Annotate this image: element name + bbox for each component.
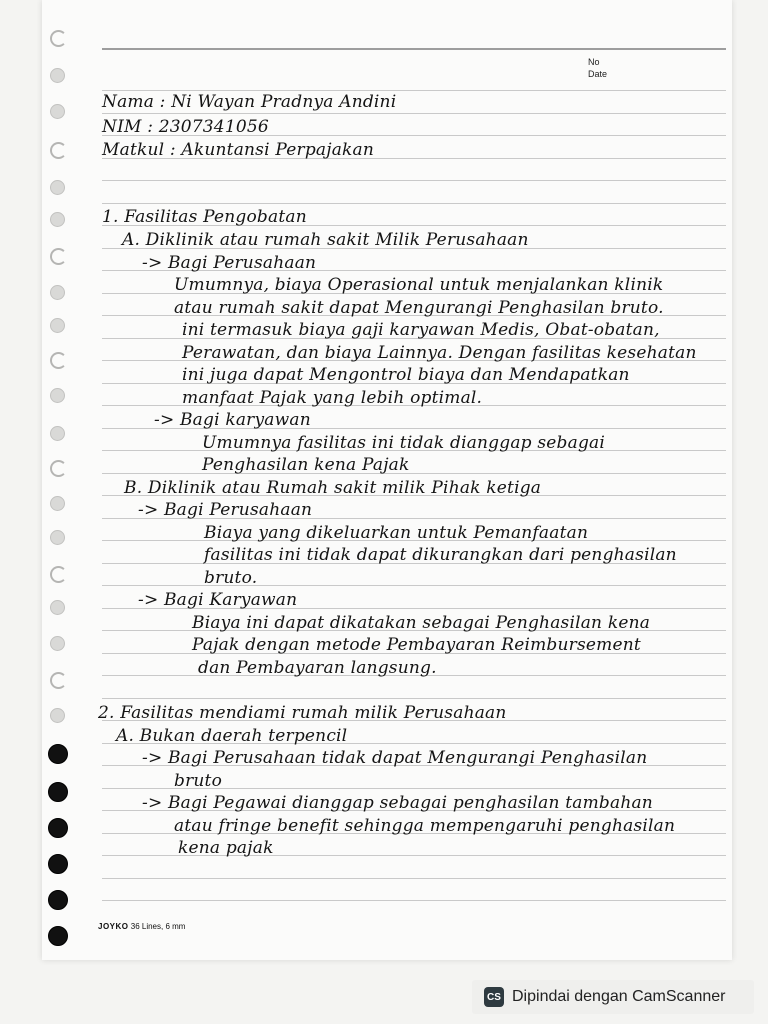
text-line: bruto.: [204, 568, 258, 588]
text-line: atau fringe benefit sehingga mempengaruhi penghasilan: [174, 816, 676, 836]
ruled-line: [102, 180, 726, 181]
text-line: manfaat Pajak yang lebih optimal.: [182, 388, 483, 408]
sub-company-1b: -> Bagi Perusahaan: [138, 500, 313, 520]
notebook-page: [42, 0, 732, 960]
binder-hole: [50, 30, 67, 47]
binder-hole: [48, 890, 68, 910]
sub-company-1a: -> Bagi Perusahaan: [142, 253, 317, 273]
ruled-line: [102, 900, 726, 901]
binder-hole: [48, 782, 68, 802]
binder-hole: [50, 460, 67, 477]
line-name: Nama : Ni Wayan Pradnya Andini: [102, 92, 397, 112]
heading-1: 1. Fasilitas Pengobatan: [102, 207, 307, 227]
text-line: Pajak dengan metode Pembayaran Reimbursement: [192, 635, 641, 655]
line-course: Matkul : Akuntansi Perpajakan: [102, 140, 375, 160]
text-line: atau rumah sakit dapat Mengurangi Penghasilan bruto.: [174, 298, 664, 318]
binder-hole: [50, 212, 65, 227]
heading-2: 2. Fasilitas mendiami rumah milik Perusahaan: [98, 703, 507, 723]
text-line: Penghasilan kena Pajak: [202, 455, 410, 475]
text-line: ini juga dapat Mengontrol biaya dan Mendapatkan: [182, 365, 630, 385]
binder-hole: [48, 926, 68, 946]
no-label: No: [588, 57, 600, 67]
binder-hole: [50, 566, 67, 583]
top-rule: [102, 48, 726, 50]
binder-hole: [48, 744, 68, 764]
notebook-brand: [98, 922, 185, 931]
binder-hole: [50, 496, 65, 511]
binder-hole: [50, 285, 65, 300]
text-line: fasilitas ini tidak dapat dikurangkan dari penghasilan: [204, 545, 677, 565]
ruled-line: [102, 473, 726, 474]
camscanner-text: Dipindai dengan CamScanner: [512, 988, 726, 1005]
heading-1a: A. Diklinik atau rumah sakit Milik Perusahaan: [122, 230, 529, 250]
text-line: bruto: [174, 771, 223, 791]
binder-hole: [50, 142, 67, 159]
camscanner-icon: CS: [484, 987, 504, 1007]
binder-hole: [50, 180, 65, 195]
text-line: Umumnya, biaya Operasional untuk menjalankan klinik: [174, 275, 664, 295]
ruled-line: [102, 585, 726, 586]
heading-1b: B. Diklinik atau Rumah sakit milik Pihak ketiga: [124, 478, 542, 498]
text-line: kena pajak: [178, 838, 274, 858]
ruled-line: [102, 698, 726, 699]
binder-hole: [48, 854, 68, 874]
ruled-line: [102, 203, 726, 204]
brand-spec: 36 Lines, 6 mm: [130, 922, 186, 931]
camscanner-watermark: [472, 980, 754, 1014]
binder-hole: [50, 68, 65, 83]
text-line: ini termasuk biaya gaji karyawan Medis, Obat-obatan,: [182, 320, 660, 340]
binder-hole: [50, 672, 67, 689]
sub-employee-1a: -> Bagi karyawan: [154, 410, 311, 430]
text-line: dan Pembayaran langsung.: [198, 658, 437, 678]
binder-hole: [50, 708, 65, 723]
ruled-line: [102, 90, 726, 91]
date-label: Date: [588, 69, 608, 79]
binder-hole: [50, 426, 65, 441]
binder-hole: [50, 388, 65, 403]
binder-hole: [48, 818, 68, 838]
text-line: Biaya yang dikeluarkan untuk Pemanfaatan: [204, 523, 589, 543]
binder-hole: [50, 248, 67, 265]
ruled-line: [102, 878, 726, 879]
text-line: Perawatan, dan biaya Lainnya. Dengan fasilitas kesehatan: [182, 343, 697, 363]
binder-hole: [50, 318, 65, 333]
text-line: -> Bagi Pegawai dianggap sebagai penghasilan tambahan: [142, 793, 653, 813]
ruled-line: [102, 113, 726, 114]
text-line: -> Bagi Perusahaan tidak dapat Mengurangi Penghasilan: [142, 748, 648, 768]
text-line: Biaya ini dapat dikatakan sebagai Penghasilan kena: [192, 613, 651, 633]
binder-hole: [50, 352, 67, 369]
binder-hole: [50, 530, 65, 545]
binder-hole: [50, 636, 65, 651]
sub-employee-1b: -> Bagi Karyawan: [138, 590, 298, 610]
binder-hole: [50, 104, 65, 119]
binder-hole: [50, 600, 65, 615]
text-line: Umumnya fasilitas ini tidak dianggap sebagai: [202, 433, 606, 453]
heading-2a: A. Bukan daerah terpencil: [116, 726, 348, 746]
no-date-box: [588, 56, 607, 80]
brand-name: JOYKO: [98, 922, 129, 931]
line-nim: NIM : 2307341056: [102, 117, 269, 137]
